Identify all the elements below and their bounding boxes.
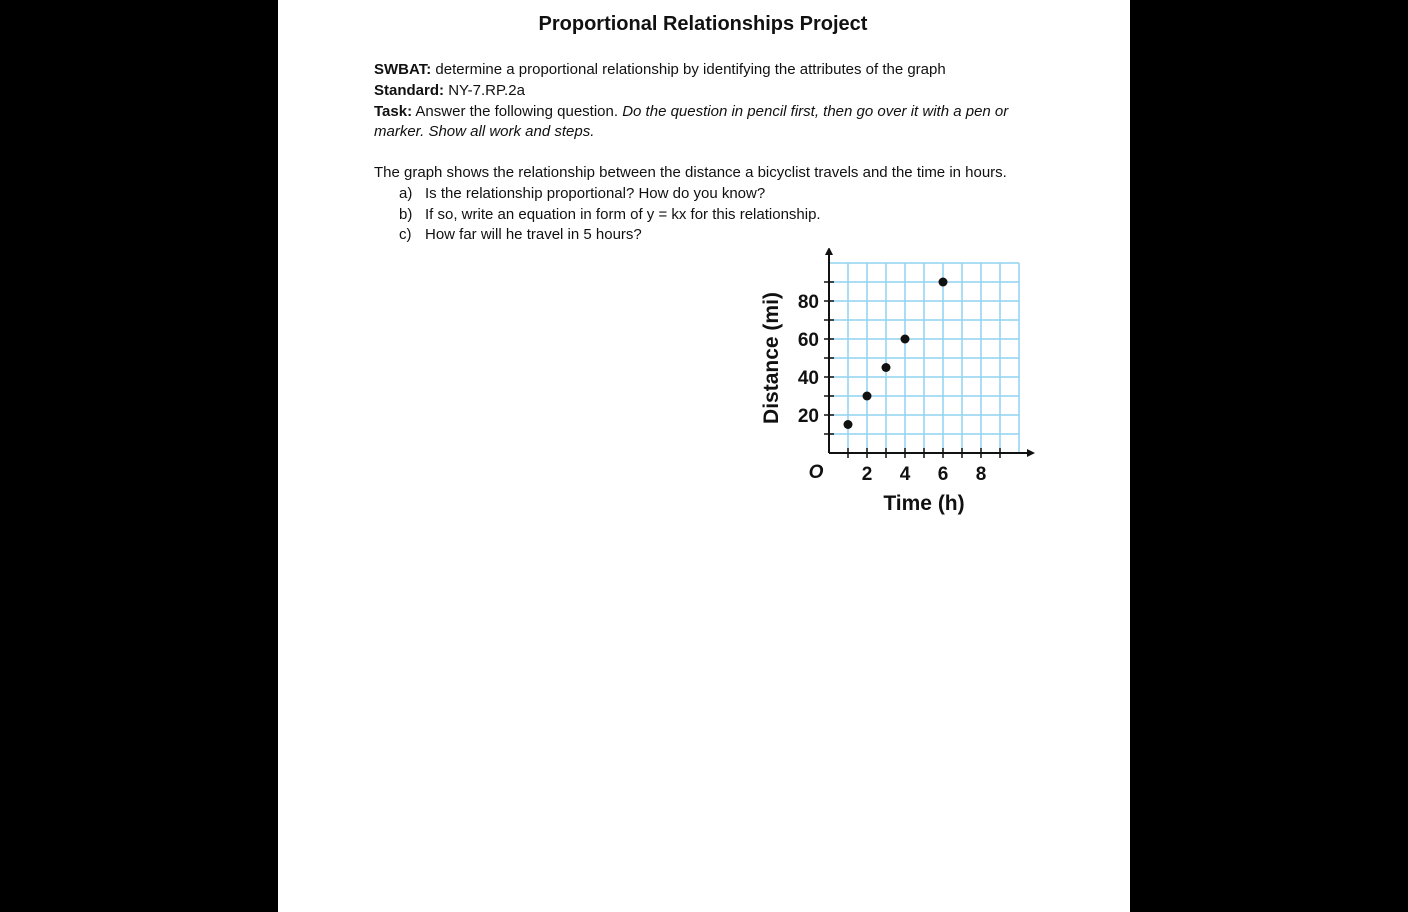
- question-label: a): [399, 185, 413, 202]
- question-b: [399, 205, 821, 225]
- chart-points: [844, 278, 948, 430]
- chart-labels: [760, 292, 986, 515]
- question-text: If so, write an equation in form of y = kx for this relationship.: [425, 206, 821, 223]
- task-line-2: [374, 122, 594, 142]
- data-point: [882, 363, 891, 372]
- task-instructions-cont: marker. Show all work and steps.: [374, 123, 595, 140]
- distance-time-graph: [748, 248, 1048, 528]
- x-tick-label: 8: [975, 464, 987, 485]
- y-axis-title: Distance (mi): [760, 292, 783, 424]
- question-label: c): [399, 226, 412, 243]
- chart-ticks: [824, 282, 1000, 458]
- swbat-label: SWBAT:: [374, 61, 432, 78]
- x-axis-title: Time (h): [883, 492, 965, 515]
- x-tick-label: 4: [899, 464, 911, 485]
- question-a: [399, 184, 765, 204]
- y-axis-arrow-icon: [825, 248, 833, 255]
- y-tick-label: 80: [797, 292, 819, 313]
- question-c: [399, 225, 642, 245]
- swbat-text: determine a proportional relationship by identifying the attributes of the graph: [435, 61, 946, 78]
- question-text: How far will he travel in 5 hours?: [425, 226, 642, 243]
- y-tick-label: 20: [797, 406, 819, 427]
- y-tick-label: 40: [797, 368, 819, 389]
- question-text: Is the relationship proportional? How do you know?: [425, 185, 766, 202]
- worksheet-page: [278, 0, 1130, 912]
- task-instructions: Do the question in pencil first, then go over it with a pen or: [622, 103, 1009, 120]
- data-point: [863, 392, 872, 401]
- task-line: [374, 102, 1008, 122]
- page-title: Proportional Relationships Project: [538, 13, 868, 35]
- standard-line: [374, 81, 525, 101]
- x-tick-label: 6: [937, 464, 949, 485]
- problem-prompt: The graph shows the relationship between the distance a bicyclist travels and the time in hours.: [374, 164, 1007, 181]
- question-label: b): [399, 206, 413, 223]
- x-axis-arrow-icon: [1027, 449, 1035, 457]
- chart-grid: [829, 263, 1019, 453]
- data-point: [844, 420, 853, 429]
- data-point: [901, 335, 910, 344]
- x-tick-label: 2: [861, 464, 873, 485]
- task-text: Answer the following question.: [415, 103, 619, 120]
- data-point: [939, 278, 948, 287]
- swbat-line: [374, 60, 946, 80]
- y-tick-label: 60: [797, 330, 819, 351]
- chart-axes: [825, 248, 1035, 457]
- standard-text: NY-7.RP.2a: [448, 82, 525, 99]
- task-label: Task:: [374, 103, 413, 120]
- origin-label: O: [808, 462, 824, 483]
- standard-label: Standard:: [374, 82, 445, 99]
